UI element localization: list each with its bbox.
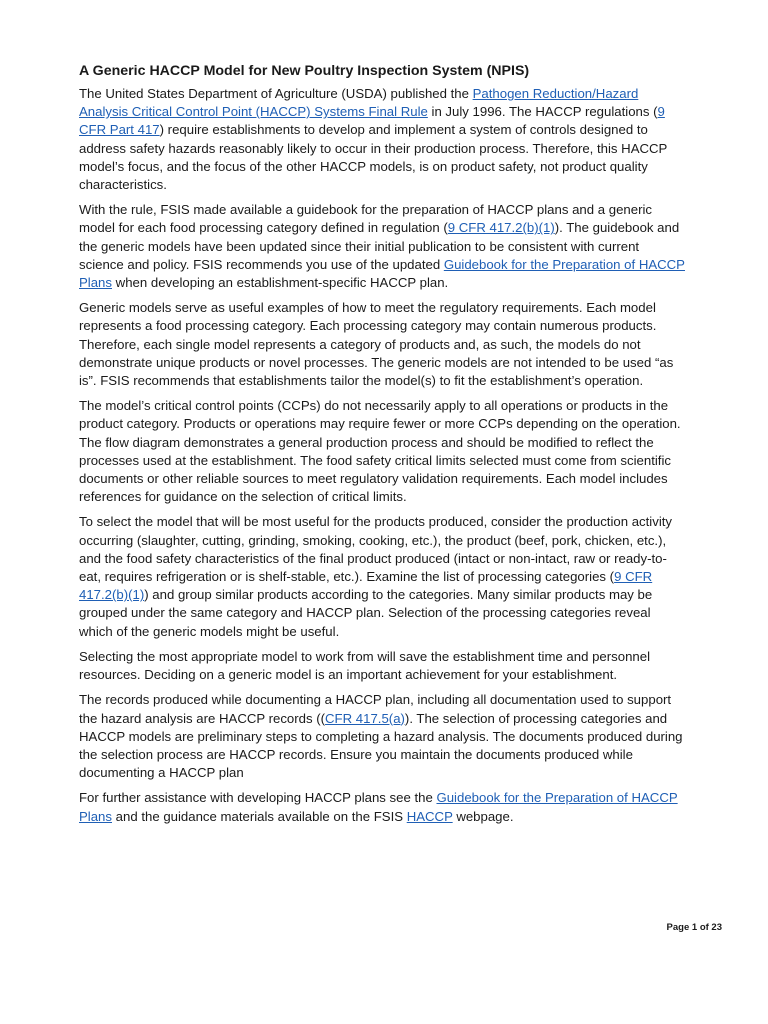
paragraph-records bbox=[79, 691, 685, 782]
document-title: A Generic HACCP Model for New Poultry Inspection System (NPIS) bbox=[79, 63, 530, 79]
paragraph-generic-models: Generic models serve as useful examples of how to meet the regulatory requirements. Each model represents a food processing category. Each processing category may contain numerous products. Therefore, each single model represents a category of products and, as such, the models do not demonstrate unique products or novel processes. The generic models are not intended to be used “as is”. FSIS recommends that establishments tailor the model(s) to fit the establishment’s operation. bbox=[79, 300, 674, 389]
paragraph-select-model bbox=[79, 513, 685, 640]
paragraph-text: when developing an establishment-specific HACCP plan. bbox=[112, 275, 449, 291]
paragraph-text: ). The guidebook and the generic models have been updated since their initial publication to be consistent with current science and policy. FSIS recommends you use of the updated bbox=[79, 220, 680, 272]
paragraph-text: For further assistance with developing HACCP plans see the bbox=[79, 790, 437, 806]
link-cfr-417-5-a[interactable]: CFR 417.5(a) bbox=[325, 710, 405, 726]
paragraph-further-assistance bbox=[79, 789, 685, 825]
paragraph-guidebook bbox=[79, 201, 685, 292]
link-guidebook-second[interactable]: Guidebook for the Preparation of HACCP Plans bbox=[79, 790, 678, 824]
paragraph-text: webpage. bbox=[452, 808, 514, 824]
link-haccp-webpage[interactable]: HACCP bbox=[406, 808, 453, 824]
link-guidebook[interactable]: Guidebook for the Preparation of HACCP Plans bbox=[79, 256, 685, 291]
link-final-rule[interactable]: Pathogen Reduction/Hazard Analysis Critical Control Point (HACCP) Systems Final Rule bbox=[79, 86, 639, 120]
paragraph-text: ). The selection of processing categories and HACCP models are preliminary steps to completing a hazard analysis. The documents produced during the selection process are HACCP records. Ensure you maintain the documents produced while documenting a HACCP plan bbox=[79, 710, 683, 781]
paragraph-text: To select the model that will be most useful for the products produced, consider the production activity occurring (slaughter, cutting, grinding, smoking, cooking, etc.), the product (beef, pork, chicken, etc.), and the food safety characteristics of the final product produced (intact or non-intact, raw or ready-to-eat, requires refrigeration or is shelf-stable, etc.). Examine the list of processing categories ( bbox=[79, 514, 673, 585]
paragraph-text: The United States Department of Agriculture (USDA) published the bbox=[79, 86, 473, 101]
link-9cfr-417-2-b-1-second[interactable]: 9 CFR 417.2(b)(1) bbox=[79, 569, 653, 603]
link-9cfr-part-417[interactable]: 9 CFR Part 417 bbox=[79, 104, 665, 138]
paragraph-text: ) and group similar products according to the categories. Many similar products may be grouped under the same category and HACCP plan. Selection of the processing categories reveal which of the generic models might be useful. bbox=[79, 587, 653, 639]
paragraph-text: ) require establishments to develop and implement a system of controls designed to address safety hazards reasonably likely to occur in their production process. Therefore, this HACCP model’s focus, and the focus of the other HACCP models, is on product safety, not product quality characteristics. bbox=[79, 122, 668, 193]
paragraph-text: in July 1996. The HACCP regulations ( bbox=[427, 104, 658, 120]
paragraph-ccps: The model’s critical control points (CCPs) do not necessarily apply to all operations or products in the product category. Products or operations may require fewer or more CCPs depending on the operation. The flow diagram demonstrates a general production process and should be modified to reflect the processes used at the establishment. The food safety critical limits selected must come from scientific documents or other reliable sources to meet regulatory validation requirements. Each model includes references for guidance on the selection of critical limits. bbox=[79, 398, 681, 505]
paragraph-text: and the guidance materials available on the FSIS bbox=[112, 808, 407, 824]
link-9cfr-417-2-b-1[interactable]: 9 CFR 417.2(b)(1) bbox=[447, 220, 555, 236]
paragraph-text: With the rule, FSIS made available a guidebook for the preparation of HACCP plans and a generic model for each food processing category defined in regulation ( bbox=[79, 202, 653, 236]
paragraph-intro bbox=[79, 85, 685, 194]
paragraph-text: The records produced while documenting a HACCP plan, including all documentation used to support the hazard analysis are HACCP records (( bbox=[79, 692, 672, 726]
paragraph-resources: Selecting the most appropriate model to work from will save the establishment time and personnel resources. Deciding on a generic model is an important achievement for your establishment. bbox=[79, 648, 651, 683]
document-page bbox=[79, 62, 685, 833]
page-number: Page 1 of 23 bbox=[666, 922, 722, 933]
